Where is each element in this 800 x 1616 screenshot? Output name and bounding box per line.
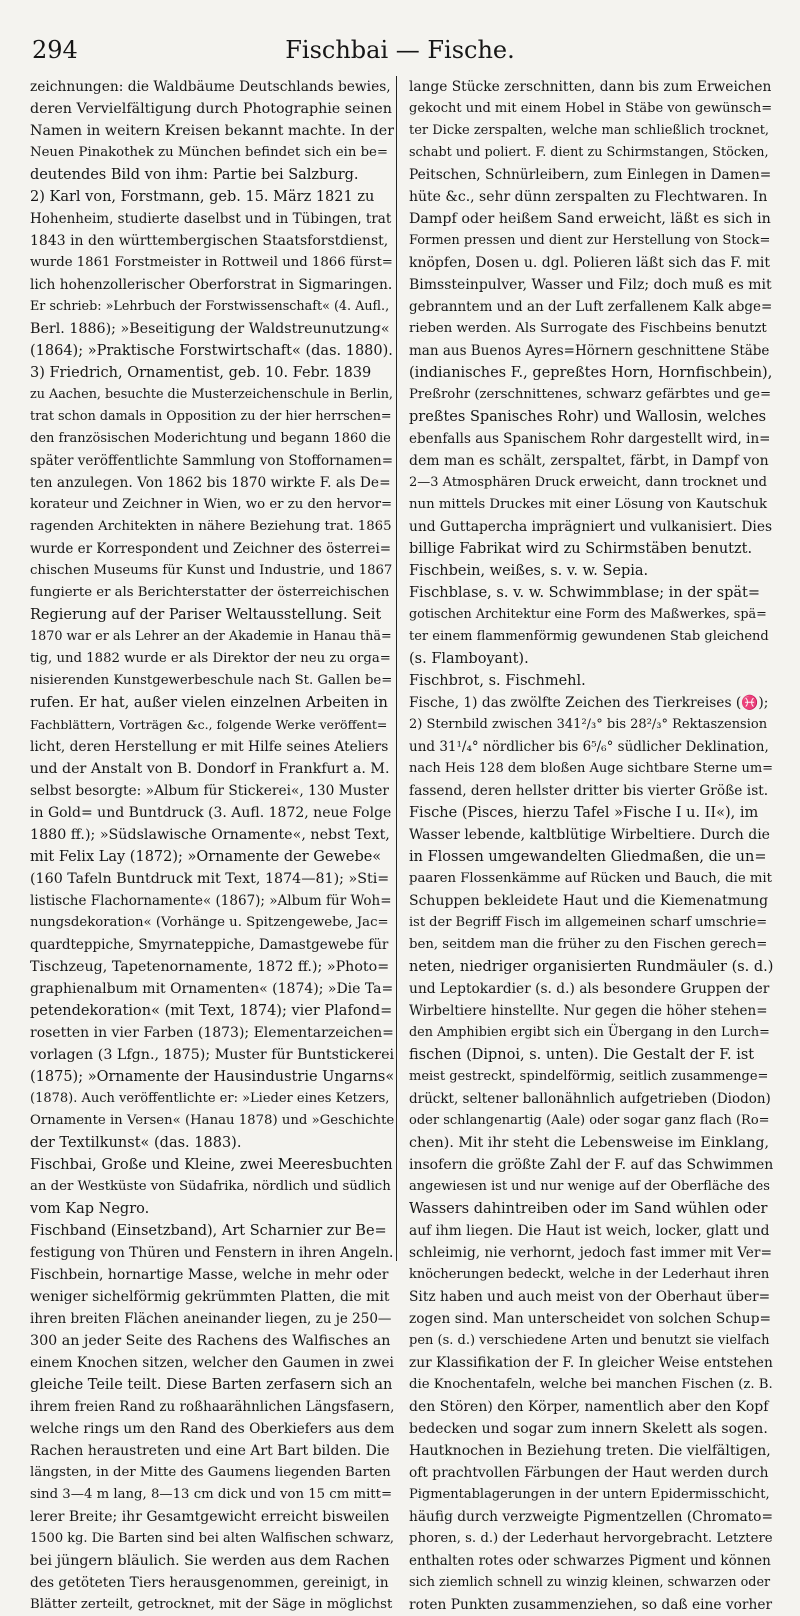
text-line: an der Westküste von Südafrika, nördlich und südlich — [30, 1179, 391, 1194]
text-line: Fischbrot, s. Fischmehl. — [409, 673, 586, 689]
text-line: in Flossen umgewandelten Gliedmaßen, die un= — [409, 849, 767, 865]
text-line: wurde 1861 Forstmeister in Rottweil und 1866 fürst= — [30, 255, 393, 270]
text-line: gleiche Teile teilt. Diese Barten zerfasern sich an — [30, 1377, 393, 1393]
text-line: festigung von Thüren und Fenstern in ihren Angeln. — [30, 1245, 394, 1261]
text-line: Fischbein, hornartige Masse, welche in mehr oder — [30, 1267, 389, 1283]
text-line: und der Anstalt von B. Dondorf in Frankfurt a. M. — [30, 761, 390, 777]
text-line: welche rings um den Rand des Oberkiefers aus dem — [30, 1421, 394, 1437]
text-line: Preßrohr (zerschnittenes, schwarz gefärbtes und ge= — [409, 387, 772, 402]
text-line: Blätter zerteilt, getrocknet, mit der Säge in möglichst — [30, 1597, 393, 1612]
text-line: gekocht und mit einem Hobel in Stäbe von gewünsch= — [409, 101, 773, 116]
text-line: nach Heis 128 dem bloßen Auge sichtbare Sterne um= — [409, 761, 773, 776]
text-line: 1870 war er als Lehrer an der Akademie in Hanau thä= — [30, 629, 392, 644]
text-line: Dampf oder heißem Sand erweicht, läßt es sich in — [409, 211, 771, 227]
text-line: preßtes Spanisches Rohr) und Wallosin, welches — [409, 409, 767, 425]
text-line: Namen in weitern Kreisen bekannt machte. In der — [30, 123, 394, 139]
running-head: Fischbai — Fische. — [285, 36, 515, 64]
text-line: Schuppen bekleidete Haut und die Kiemenatmung — [409, 893, 769, 909]
text-line: später veröffentlichte Sammlung von Stoffornamen= — [30, 453, 394, 469]
text-line: wurde er Korrespondent und Zeichner des österrei= — [30, 541, 392, 557]
text-line: Wirbeltiere hinstellte. Nur gegen die höher stehen= — [409, 1003, 768, 1019]
page-number: 294 — [32, 36, 78, 64]
text-line: ter Dicke zerspalten, welche man schließlich trocknet, — [409, 123, 770, 138]
text-line: auf ihm liegen. Die Haut ist weich, locker, glatt und — [409, 1223, 770, 1239]
text-line: ragenden Architekten in nähere Beziehung trat. 1865 — [30, 519, 392, 534]
text-line: schabt und poliert. F. dient zu Schirmstangen, Stöcken, — [409, 145, 769, 160]
text-line: rieben werden. Als Surrogate des Fischbeins benutzt — [409, 321, 767, 336]
text-line: des getöteten Tiers herausgenommen, gereinigt, in — [30, 1575, 389, 1591]
text-line: licht, deren Herstellung er mit Hilfe seines Ateliers — [30, 739, 389, 755]
text-line: dem man es schält, zerspaltet, färbt, in Dampf von — [409, 453, 769, 469]
text-line: bei jüngern bläulich. Sie werden aus dem Rachen — [30, 1553, 390, 1569]
text-line: einem Knochen sitzen, welcher den Gaumen in zwei — [30, 1355, 394, 1371]
text-line: und Guttapercha imprägniert und vulkanisiert. Dies — [409, 519, 773, 535]
text-line: deren Vervielfältigung durch Photographie seinen — [30, 101, 392, 117]
right-column — [409, 76, 773, 1616]
text-line: die Knochentafeln, welche bei manchen Fischen (z. B. — [409, 1377, 773, 1392]
text-line: 2) Sternbild zwischen 341²/₃° bis 28²/₃° Rektaszension — [409, 717, 768, 732]
text-line: Hautknochen in Beziehung treten. Die vielfältigen, — [409, 1443, 771, 1459]
text-line: bedecken und sogar zum innern Skelett als sogen. — [409, 1421, 768, 1437]
column-divider — [396, 76, 397, 1261]
text-line: oder schlangenartig (Aale) oder sogar ganz flach (Ro= — [409, 1113, 770, 1128]
text-line: Fachblättern, Vorträgen &c., folgende Werke veröffent= — [30, 717, 388, 732]
text-line: in Gold= und Buntdruck (3. Aufl. 1872, neue Folge — [30, 805, 392, 821]
text-line: den Stören) den Körper, namentlich aber den Kopf — [409, 1399, 769, 1415]
text-line: deutendes Bild von ihm: Partie bei Salzburg. — [30, 167, 359, 183]
text-line: Fischblase, s. v. w. Schwimmblase; in der spät= — [409, 585, 761, 601]
text-line: den französischen Moderichtung und begann 1860 die — [30, 431, 391, 446]
text-line: Wassers dahintreiben oder im Sand wühlen oder — [409, 1201, 768, 1217]
text-line: billige Fabrikat wird zu Schirmstäben benutzt. — [409, 541, 753, 557]
text-line: ist der Begriff Fisch im allgemeinen scharf umschrie= — [409, 915, 768, 930]
text-line: insofern die größte Zahl der F. auf das Schwimmen — [409, 1157, 773, 1173]
text-line: quardteppiche, Smyrnateppiche, Damastgewebe für — [30, 937, 389, 953]
text-line: graphienalbum mit Ornamenten« (1874); »Die Ta= — [30, 981, 394, 997]
text-line: fungierte er als Berichterstatter der österreichischen — [30, 585, 390, 600]
text-line: (160 Tafeln Buntdruck mit Text, 1874—81); »Sti= — [30, 871, 390, 887]
text-line: rufen. Er hat, außer vielen einzelnen Arbeiten in — [30, 695, 388, 711]
text-line: vorlagen (3 Lfgn., 1875); Muster für Buntstickerei — [30, 1047, 394, 1063]
text-line: phoren, s. d.) der Lederhaut hervorgebracht. Letztere — [409, 1531, 773, 1546]
text-line: ten anzulegen. Von 1862 bis 1870 wirkte F. als De= — [30, 475, 391, 491]
text-line: 1880 ff.); »Südslawische Ornamente«, nebst Text, — [30, 827, 390, 843]
text-line: den Amphibien ergibt sich ein Übergang in den Lurch= — [409, 1025, 770, 1040]
text-line: häufig durch verzweigte Pigmentzellen (Chromato= — [409, 1509, 773, 1525]
text-line: Berl. 1886); »Beseitigung der Waldstreunutzung« — [30, 321, 390, 337]
text-line: roten Punkten zusammenziehen, so daß eine vorher — [409, 1597, 773, 1613]
text-line: chischen Museums für Kunst und Industrie, und 1867 — [30, 563, 393, 578]
text-line: Tischzeug, Tapetenornamente, 1872 ff.); »Photo= — [30, 959, 390, 975]
text-line: Hohenheim, studierte daselbst und in Tübingen, trat — [30, 211, 392, 227]
text-line: listische Flachornamente« (1867); »Album für Woh= — [30, 893, 392, 909]
text-line: ben, seitdem man die früher zu den Fischen gerech= — [409, 937, 768, 952]
text-line: schleimig, nie verhornt, jedoch fast immer mit Ver= — [409, 1245, 773, 1261]
text-line: paaren Flossenkämme auf Rücken und Bauch, die mit — [409, 871, 772, 886]
text-line: angewiesen ist und nur wenige auf der Oberfläche des — [409, 1179, 770, 1194]
text-line: Neuen Pinakothek zu München befindet sich ein be= — [30, 145, 388, 160]
text-line: Fische, 1) das zwölfte Zeichen des Tierkreises (♓); — [409, 695, 769, 711]
text-line: drückt, seltener ballonähnlich aufgetrieben (Diodon) — [409, 1091, 771, 1107]
text-line: Sitz haben und auch meist von der Oberhaut über= — [409, 1289, 771, 1305]
text-line: gotischen Architektur eine Form des Maßwerkes, spä= — [409, 607, 767, 622]
text-line: zeichnungen: die Waldbäume Deutschlands bewies, — [30, 79, 391, 95]
text-line: zogen sind. Man unterscheidet von solchen Schup= — [409, 1311, 772, 1327]
text-line: enthalten rotes oder schwarzes Pigment und können — [409, 1553, 771, 1569]
text-line: Fischbein, weißes, s. v. w. Sepia. — [409, 563, 649, 579]
text-line: Pigmentablagerungen in der untern Epidermisschicht, — [409, 1487, 770, 1502]
text-line: Rachen heraustreten und eine Art Bart bilden. Die — [30, 1443, 390, 1459]
left-column — [30, 76, 394, 1616]
text-line: neten, niedriger organisierten Rundmäuler (s. d.) — [409, 959, 773, 975]
text-line: und 31¹/₄° nördlicher bis 6⁵/₆° südlicher Deklination, — [409, 739, 769, 755]
text-line: ebenfalls aus Spanischem Rohr dargestellt wird, in= — [409, 431, 771, 447]
text-line: weniger sichelförmig gekrümmten Platten, die mit — [30, 1289, 390, 1305]
text-line: nun mittels Druckes mit einer Lösung von Kautschuk — [409, 497, 768, 512]
text-line: gebranntem und an der Luft zerfallenem Kalk abge= — [409, 299, 773, 315]
text-line: fassend, deren hellster dritter bis vierter Größe ist. — [409, 783, 769, 799]
text-line: nungsdekoration« (Vorhänge u. Spitzengewebe, Jac= — [30, 915, 389, 930]
text-line: 2) Karl von, Forstmann, geb. 15. März 1821 zu — [30, 189, 375, 205]
text-line: Bimssteinpulver, Wasser und Filz; doch muß es mit — [409, 277, 772, 293]
text-line: meist gestreckt, spindelförmig, seitlich zusammenge= — [409, 1069, 769, 1084]
text-line: mit Felix Lay (1872); »Ornamente der Gewebe« — [30, 849, 382, 865]
text-line: man aus Buenos Ayres=Hörnern geschnittene Stäbe — [409, 343, 770, 359]
text-line: lich hohenzollerischer Oberforstrat in Sigmaringen. — [30, 277, 393, 293]
text-line: lerer Breite; ihr Gesamtgewicht erreicht bisweilen — [30, 1509, 390, 1525]
text-line: 300 an jeder Seite des Rachens des Walfisches an — [30, 1333, 391, 1349]
text-line: ihrem freien Rand zu roßhaarähnlichen Längsfasern, — [30, 1399, 394, 1415]
text-line: trat schon damals in Opposition zu der hier herrschen= — [30, 409, 392, 424]
text-line: knöpfen, Dosen u. dgl. Polieren läßt sich das F. mit — [409, 255, 771, 271]
text-line: ter einem flammenförmig gewundenen Stab gleichend — [409, 629, 769, 644]
text-line: pen (s. d.) verschiedene Arten und benutzt sie vielfach — [409, 1333, 770, 1348]
text-line: und Leptokardier (s. d.) als besondere Gruppen der — [409, 981, 770, 997]
text-line: Wasser lebende, kaltblütige Wirbeltiere. Durch die — [409, 827, 770, 843]
text-line: (s. Flamboyant). — [409, 651, 529, 667]
text-line: Fischband (Einsetzband), Art Scharnier zur Be= — [30, 1223, 387, 1239]
text-line: (indianisches F., gepreßtes Horn, Hornfischbein), — [409, 365, 773, 381]
text-line: hüte &c., sehr dünn zerspalten zu Flechtwaren. In — [409, 189, 768, 205]
text-line: 1843 in den württembergischen Staatsforstdienst, — [30, 233, 389, 249]
text-line: korateur und Zeichner in Wien, wo er zu den hervor= — [30, 497, 393, 512]
text-line: Fische (Pisces, hierzu Tafel »Fische I u. II«), im — [409, 805, 759, 821]
text-line: selbst besorgte: »Album für Stickerei«, 130 Muster — [30, 783, 389, 799]
text-line: oft prachtvollen Färbungen der Haut werden durch — [409, 1465, 769, 1481]
text-line: Formen pressen und dient zur Herstellung von Stock= — [409, 233, 771, 248]
text-line: petendekoration« (mit Text, 1874); vier Plafond= — [30, 1003, 393, 1019]
text-line: ihren breiten Flächen aneinander liegen, zu je 250— — [30, 1311, 392, 1327]
text-line: zu Aachen, besuchte die Musterzeichenschule in Berlin, — [30, 387, 393, 402]
text-line: sich ziemlich schnell zu winzig kleinen, schwarzen oder — [409, 1575, 771, 1590]
text-line: (1875); »Ornamente der Hausindustrie Ungarns« — [30, 1069, 394, 1085]
text-line: Regierung auf der Pariser Weltausstellung. Seit — [30, 607, 382, 623]
text-line: zur Klassifikation der F. In gleicher Weise entstehen — [409, 1355, 773, 1371]
text-line: der Textilkunst« (das. 1883). — [30, 1135, 242, 1151]
text-line: längsten, in der Mitte des Gaumens liegenden Barten — [30, 1465, 391, 1480]
text-line: 1500 kg. Die Barten sind bei alten Walfischen schwarz, — [30, 1531, 394, 1546]
text-line: 2—3 Atmosphären Druck erweicht, dann trocknet und — [409, 475, 767, 490]
text-line: sind 3—4 m lang, 8—13 cm dick und von 15 cm mitt= — [30, 1487, 393, 1502]
text-line: (1864); »Praktische Forstwirtschaft« (das. 1880). — [30, 343, 393, 359]
text-line: lange Stücke zerschnitten, dann bis zum Erweichen — [409, 79, 772, 95]
text-line: knöcherungen bedeckt, welche in der Lederhaut ihren — [409, 1267, 770, 1282]
text-line: vom Kap Negro. — [30, 1201, 150, 1217]
text-line: chen). Mit ihr steht die Lebensweise im Einklang, — [409, 1135, 770, 1151]
text-line: (1878). Auch veröffentlichte er: »Lieder eines Ketzers, — [30, 1091, 390, 1106]
text-line: nisierenden Kunstgewerbeschule nach St. Gallen be= — [30, 673, 393, 688]
text-line: tig, und 1882 wurde er als Direktor der neu zu orga= — [30, 651, 391, 666]
text-line: fischen (Dipnoi, s. unten). Die Gestalt der F. ist — [409, 1047, 755, 1063]
text-line: rosetten in vier Farben (1873); Elementarzeichen= — [30, 1025, 394, 1041]
text-line: 3) Friedrich, Ornamentist, geb. 10. Febr. 1839 — [30, 365, 372, 381]
text-line: Fischbai, Große und Kleine, zwei Meeresbuchten — [30, 1157, 393, 1173]
text-line: Er schrieb: »Lehrbuch der Forstwissenschaft« (4. Aufl., — [30, 299, 390, 314]
text-line: Ornamente in Versen« (Hanau 1878) und »Geschichte — [30, 1113, 394, 1128]
text-line: Peitschen, Schnürleibern, zum Einlegen in Damen= — [409, 167, 772, 183]
